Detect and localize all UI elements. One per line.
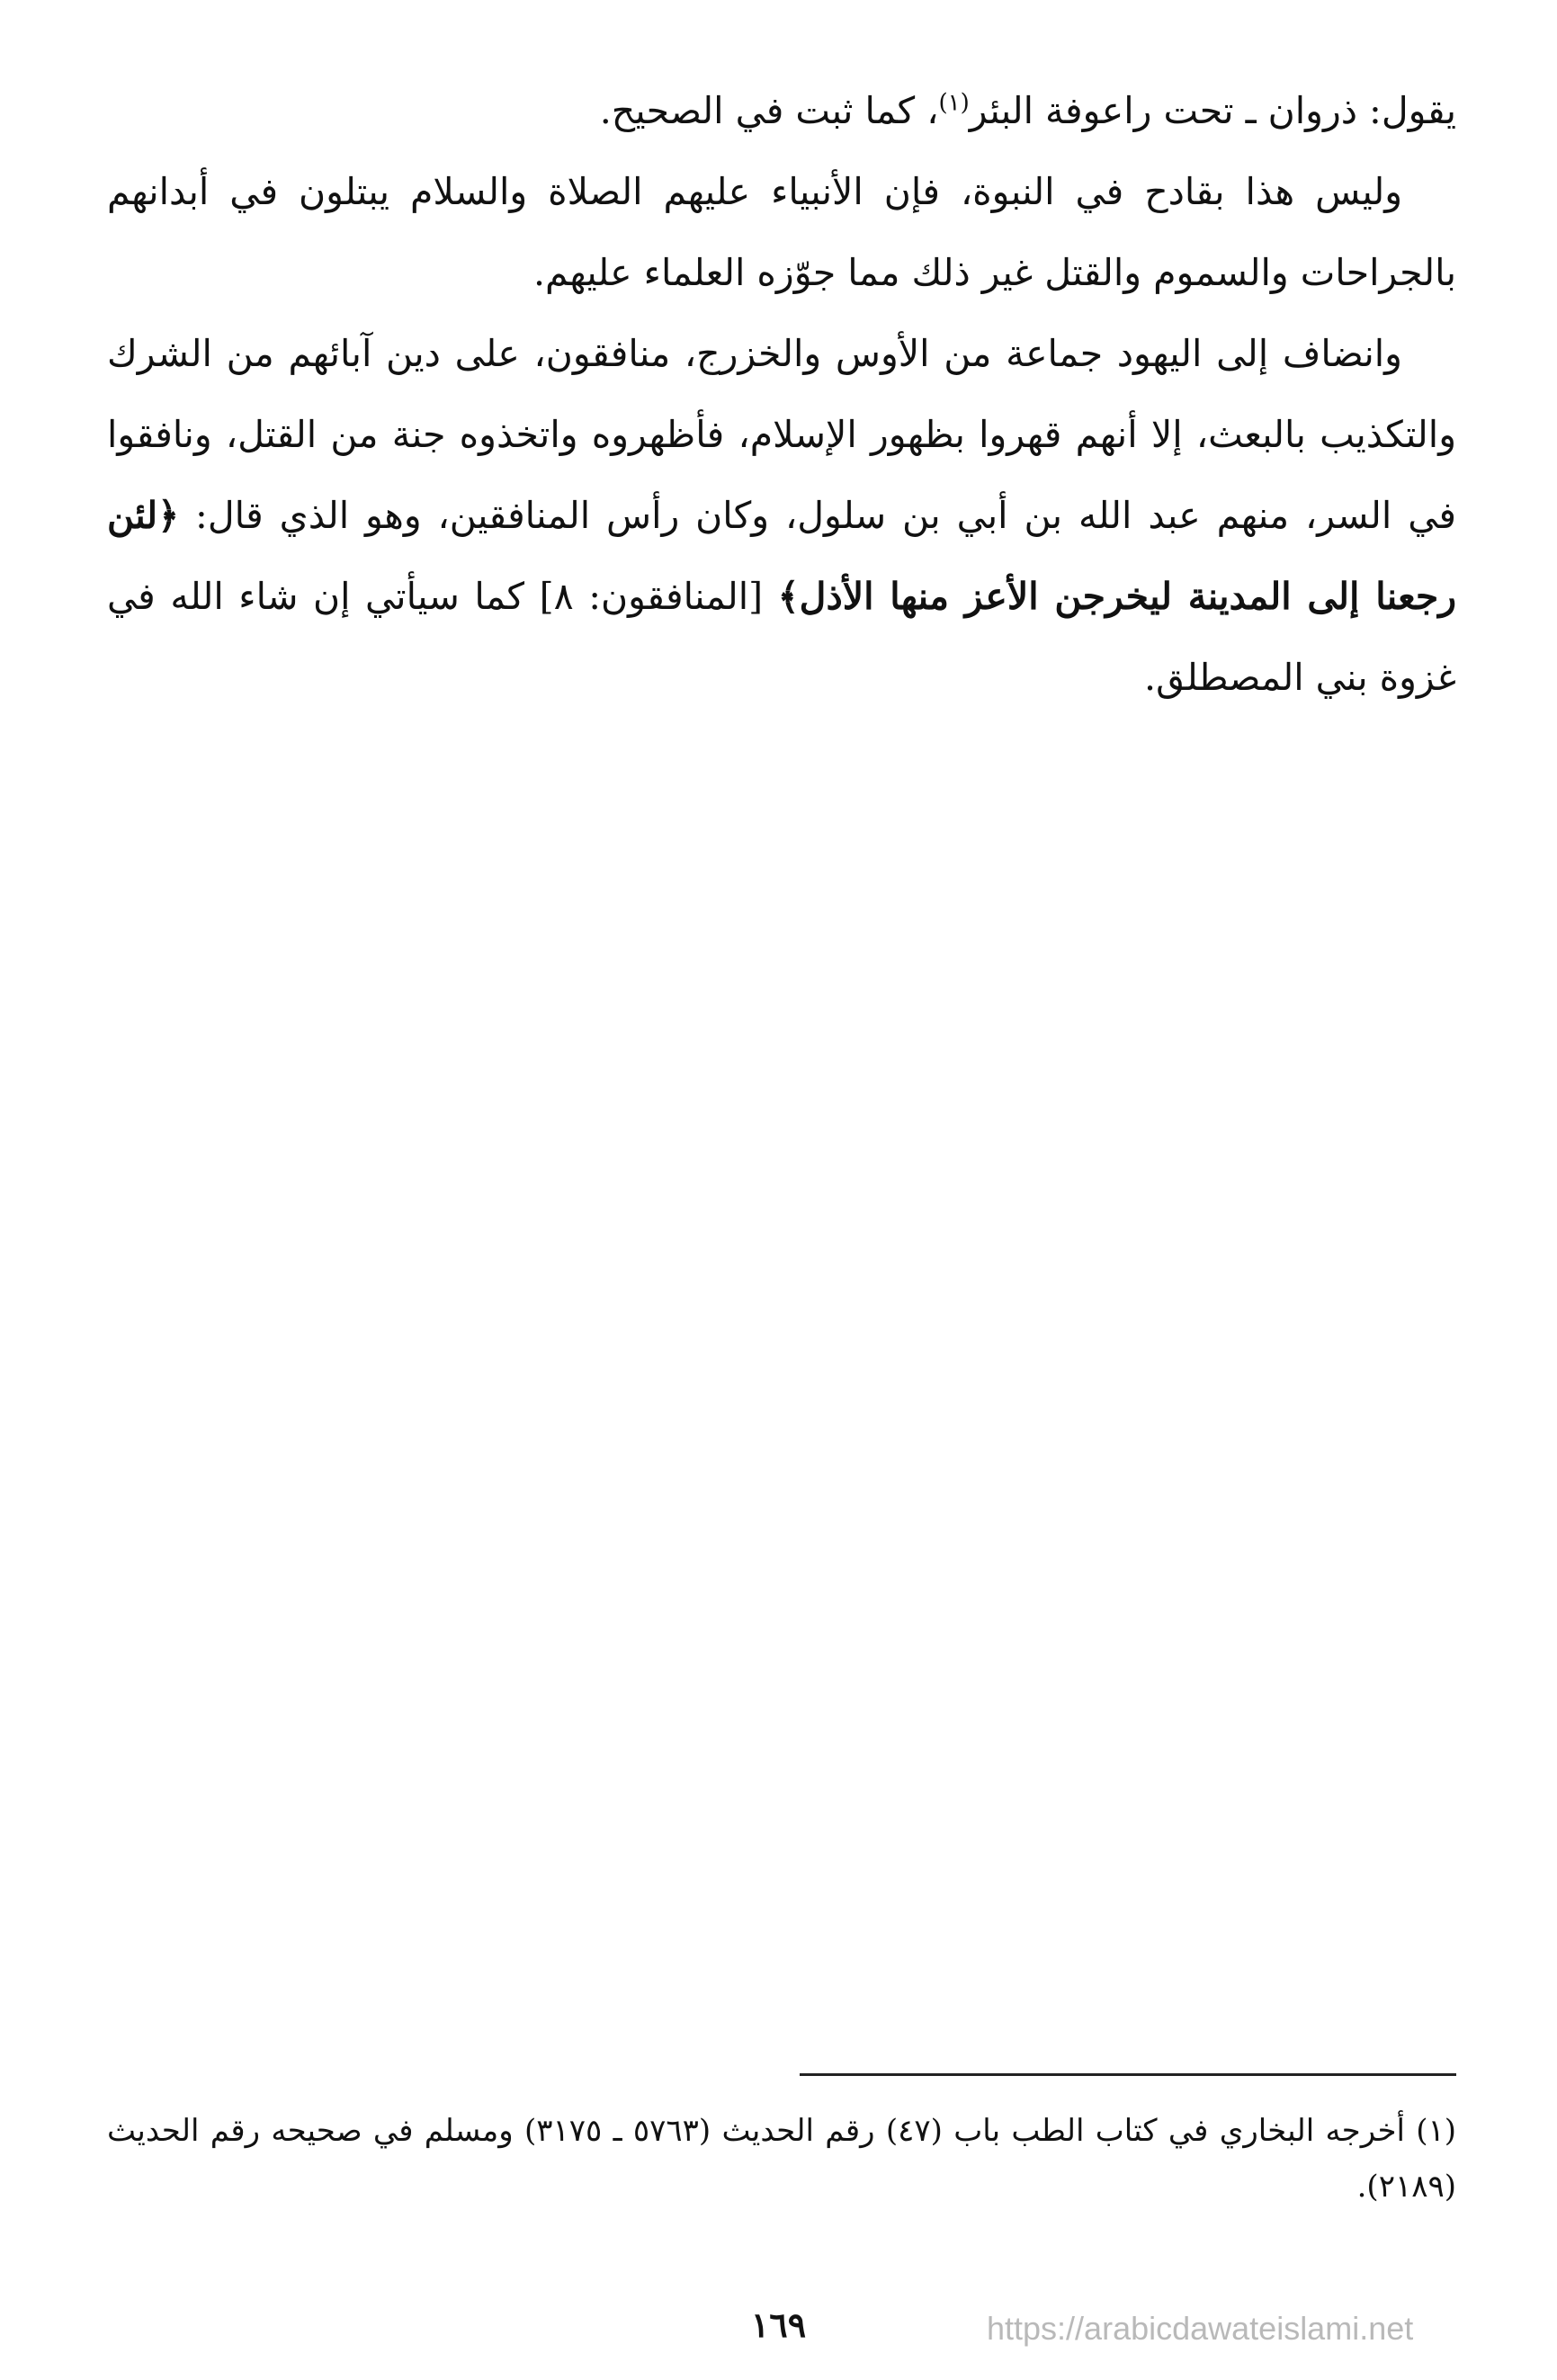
paragraph-3-text: وانضاف إلى اليهود جماعة من الأوس والخزرج، منافقون، على دين آبائهم من الشرك والتكذيب بالبعث، إلا أنهم قهروا بظهور الإسلام، فأظهروه واتخذوه جنة من القتل، ونافقوا في السر، منهم عبد الله بن أبي بن سلول، وكان رأس المنافقين، وهو الذي قال: [107,332,1456,537]
quran-verse: ﴿لئن رجعنا إلى المدينة ليخرجن الأعز منها الأذل﴾ [107,494,1457,618]
footnote-marker: (١) [938,89,970,117]
paragraph-1-text: يقول: ذروان ـ تحت راعوفة البئر [969,89,1456,132]
paragraph-1 [107,70,1456,151]
paragraph-1-tail: ، كما ثبت في الصحيح. [599,89,939,132]
footnote-divider [800,2073,1456,2076]
paragraph-3 [107,313,1456,718]
main-text [107,70,1456,718]
page-number: ١٦٩ [750,2304,807,2345]
paragraph-2: وليس هذا بقادح في النبوة، فإن الأنبياء عليهم الصلاة والسلام يبتلون في أبدانهم بالجراحات والسموم والقتل غير ذلك مما جوّزه العلماء عليهم. [107,170,1456,294]
paragraph-3-tail: [المنافقون: ٨] كما سيأتي إن شاء الله في غزوة بني المصطلق. [107,575,1456,699]
footnote: (١) أخرجه البخاري في كتاب الطب باب (٤٧) رقم الحديث (٥٧٦٣ ـ ٣١٧٥) ومسلم في صحيحه رقم الحديث (٢١٨٩). [107,2113,1457,2205]
watermark-url: https://arabicdawateislami.net [987,2310,1414,2347]
